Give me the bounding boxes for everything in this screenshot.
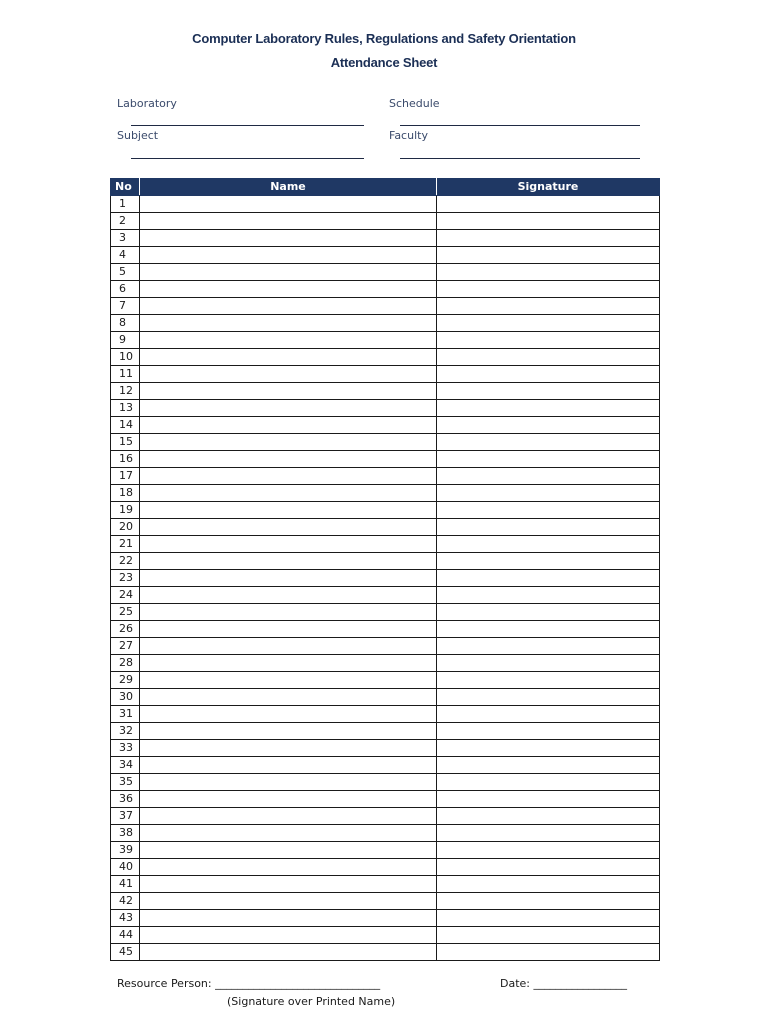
name-cell[interactable] <box>140 621 437 638</box>
table-row <box>111 230 660 247</box>
row-number: 42 <box>111 893 140 910</box>
table-row <box>111 791 660 808</box>
name-cell[interactable] <box>140 808 437 825</box>
signature-note: (Signature over Printed Name) <box>227 995 396 1008</box>
name-cell[interactable] <box>140 944 437 961</box>
row-number: 8 <box>111 315 140 332</box>
row-number: 25 <box>111 604 140 621</box>
row-number: 27 <box>111 638 140 655</box>
row-number: 35 <box>111 774 140 791</box>
signature-cell[interactable] <box>437 315 660 332</box>
row-number: 4 <box>111 247 140 264</box>
schedule-label: Schedule <box>389 97 440 110</box>
row-number: 2 <box>111 213 140 230</box>
row-number: 40 <box>111 859 140 876</box>
table-row <box>111 706 660 723</box>
table-row <box>111 638 660 655</box>
signature-cell[interactable] <box>437 808 660 825</box>
signature-cell[interactable] <box>437 417 660 434</box>
signature-cell[interactable] <box>437 264 660 281</box>
table-row <box>111 825 660 842</box>
schedule-line[interactable] <box>400 125 640 126</box>
table-row <box>111 570 660 587</box>
name-cell[interactable] <box>140 587 437 604</box>
signature-cell[interactable] <box>437 332 660 349</box>
signature-cell[interactable] <box>437 451 660 468</box>
row-number: 14 <box>111 417 140 434</box>
table-row <box>111 349 660 366</box>
row-number: 45 <box>111 944 140 961</box>
signature-cell[interactable] <box>437 196 660 213</box>
name-cell[interactable] <box>140 247 437 264</box>
name-cell[interactable] <box>140 689 437 706</box>
table-row <box>111 893 660 910</box>
table-row <box>111 808 660 825</box>
row-number: 34 <box>111 757 140 774</box>
row-number: 11 <box>111 366 140 383</box>
name-cell[interactable] <box>140 757 437 774</box>
faculty-line[interactable] <box>400 158 640 159</box>
table-row <box>111 621 660 638</box>
name-cell[interactable] <box>140 706 437 723</box>
name-cell[interactable] <box>140 740 437 757</box>
table-row <box>111 434 660 451</box>
table-row <box>111 213 660 230</box>
row-number: 16 <box>111 451 140 468</box>
signature-cell[interactable] <box>437 638 660 655</box>
row-number: 28 <box>111 655 140 672</box>
row-number: 22 <box>111 553 140 570</box>
name-cell[interactable] <box>140 213 437 230</box>
signature-cell[interactable] <box>437 944 660 961</box>
table-row <box>111 400 660 417</box>
table-row <box>111 417 660 434</box>
table-row <box>111 553 660 570</box>
signature-cell[interactable] <box>437 927 660 944</box>
table-row <box>111 944 660 961</box>
name-cell[interactable] <box>140 383 437 400</box>
row-number: 23 <box>111 570 140 587</box>
resource-person-field: Resource Person: ______________________________ <box>117 977 381 990</box>
row-number: 24 <box>111 587 140 604</box>
signature-cell[interactable] <box>437 604 660 621</box>
table-row <box>111 247 660 264</box>
signature-cell[interactable] <box>437 655 660 672</box>
name-cell[interactable] <box>140 774 437 791</box>
signature-cell[interactable] <box>437 672 660 689</box>
row-number: 44 <box>111 927 140 944</box>
signature-cell[interactable] <box>437 366 660 383</box>
name-cell[interactable] <box>140 876 437 893</box>
name-cell[interactable] <box>140 366 437 383</box>
signature-cell[interactable] <box>437 536 660 553</box>
name-cell[interactable] <box>140 791 437 808</box>
table-row <box>111 842 660 859</box>
row-number: 38 <box>111 825 140 842</box>
signature-cell[interactable] <box>437 587 660 604</box>
column-header-no: No <box>111 179 140 196</box>
table-row <box>111 332 660 349</box>
signature-cell[interactable] <box>437 213 660 230</box>
name-cell[interactable] <box>140 723 437 740</box>
name-cell[interactable] <box>140 553 437 570</box>
subject-label: Subject <box>117 129 159 142</box>
row-number: 13 <box>111 400 140 417</box>
row-number: 3 <box>111 230 140 247</box>
table-row <box>111 740 660 757</box>
row-number: 39 <box>111 842 140 859</box>
row-number: 33 <box>111 740 140 757</box>
name-cell[interactable] <box>140 468 437 485</box>
name-cell[interactable] <box>140 893 437 910</box>
signature-cell[interactable] <box>437 774 660 791</box>
name-cell[interactable] <box>140 638 437 655</box>
row-number: 43 <box>111 910 140 927</box>
table-row <box>111 264 660 281</box>
table-row <box>111 672 660 689</box>
table-header-row <box>111 179 660 196</box>
row-number: 29 <box>111 672 140 689</box>
name-cell[interactable] <box>140 451 437 468</box>
signature-cell[interactable] <box>437 434 660 451</box>
name-cell[interactable] <box>140 332 437 349</box>
signature-cell[interactable] <box>437 723 660 740</box>
name-cell[interactable] <box>140 825 437 842</box>
table-row <box>111 485 660 502</box>
name-cell[interactable] <box>140 196 437 213</box>
column-header-signature: Signature <box>437 179 660 196</box>
name-cell[interactable] <box>140 910 437 927</box>
name-cell[interactable] <box>140 281 437 298</box>
row-number: 5 <box>111 264 140 281</box>
name-cell[interactable] <box>140 570 437 587</box>
row-number: 32 <box>111 723 140 740</box>
signature-cell[interactable] <box>437 485 660 502</box>
table-row <box>111 519 660 536</box>
table-row <box>111 927 660 944</box>
table-row <box>111 774 660 791</box>
signature-cell[interactable] <box>437 400 660 417</box>
signature-cell[interactable] <box>437 791 660 808</box>
table-row <box>111 298 660 315</box>
row-number: 26 <box>111 621 140 638</box>
document-subtitle: Attendance Sheet <box>330 55 438 70</box>
row-number: 17 <box>111 468 140 485</box>
date-field: Date: _________________ <box>500 977 627 990</box>
signature-cell[interactable] <box>437 553 660 570</box>
table-row <box>111 468 660 485</box>
name-cell[interactable] <box>140 859 437 876</box>
table-row <box>111 196 660 213</box>
attendance-table <box>110 178 660 961</box>
table-row <box>111 587 660 604</box>
row-number: 15 <box>111 434 140 451</box>
signature-cell[interactable] <box>437 757 660 774</box>
name-cell[interactable] <box>140 400 437 417</box>
table-row <box>111 315 660 332</box>
name-cell[interactable] <box>140 417 437 434</box>
table-row <box>111 536 660 553</box>
name-cell[interactable] <box>140 655 437 672</box>
signature-cell[interactable] <box>437 247 660 264</box>
name-cell[interactable] <box>140 927 437 944</box>
name-cell[interactable] <box>140 842 437 859</box>
signature-cell[interactable] <box>437 502 660 519</box>
signature-cell[interactable] <box>437 230 660 247</box>
table-row <box>111 689 660 706</box>
row-number: 30 <box>111 689 140 706</box>
table-row <box>111 451 660 468</box>
signature-cell[interactable] <box>437 876 660 893</box>
table-row <box>111 876 660 893</box>
name-cell[interactable] <box>140 264 437 281</box>
name-cell[interactable] <box>140 349 437 366</box>
row-number: 1 <box>111 196 140 213</box>
name-cell[interactable] <box>140 485 437 502</box>
name-cell[interactable] <box>140 315 437 332</box>
signature-cell[interactable] <box>437 689 660 706</box>
row-number: 6 <box>111 281 140 298</box>
signature-cell[interactable] <box>437 349 660 366</box>
signature-cell[interactable] <box>437 621 660 638</box>
table-row <box>111 383 660 400</box>
signature-cell[interactable] <box>437 570 660 587</box>
signature-cell[interactable] <box>437 281 660 298</box>
table-row <box>111 502 660 519</box>
table-row <box>111 366 660 383</box>
subject-line[interactable] <box>131 158 364 159</box>
row-number: 19 <box>111 502 140 519</box>
row-number: 31 <box>111 706 140 723</box>
signature-cell[interactable] <box>437 383 660 400</box>
table-row <box>111 655 660 672</box>
faculty-label: Faculty <box>389 129 428 142</box>
row-number: 41 <box>111 876 140 893</box>
table-row <box>111 723 660 740</box>
signature-cell[interactable] <box>437 842 660 859</box>
table-row <box>111 604 660 621</box>
row-number: 18 <box>111 485 140 502</box>
row-number: 10 <box>111 349 140 366</box>
laboratory-line[interactable] <box>131 125 364 126</box>
name-cell[interactable] <box>140 536 437 553</box>
signature-cell[interactable] <box>437 468 660 485</box>
signature-cell[interactable] <box>437 519 660 536</box>
name-cell[interactable] <box>140 604 437 621</box>
signature-cell[interactable] <box>437 893 660 910</box>
name-cell[interactable] <box>140 434 437 451</box>
signature-cell[interactable] <box>437 740 660 757</box>
row-number: 20 <box>111 519 140 536</box>
table-row <box>111 757 660 774</box>
row-number: 37 <box>111 808 140 825</box>
row-number: 12 <box>111 383 140 400</box>
name-cell[interactable] <box>140 519 437 536</box>
document-title: Computer Laboratory Rules, Regulations and Safety Orientation <box>192 31 576 46</box>
name-cell[interactable] <box>140 672 437 689</box>
name-cell[interactable] <box>140 502 437 519</box>
name-cell[interactable] <box>140 230 437 247</box>
table-row <box>111 859 660 876</box>
row-number: 21 <box>111 536 140 553</box>
signature-cell[interactable] <box>437 910 660 927</box>
row-number: 36 <box>111 791 140 808</box>
row-number: 9 <box>111 332 140 349</box>
table-row <box>111 910 660 927</box>
signature-cell[interactable] <box>437 825 660 842</box>
column-header-name: Name <box>140 179 437 196</box>
signature-cell[interactable] <box>437 298 660 315</box>
name-cell[interactable] <box>140 298 437 315</box>
row-number: 7 <box>111 298 140 315</box>
laboratory-label: Laboratory <box>117 97 177 110</box>
signature-cell[interactable] <box>437 859 660 876</box>
signature-cell[interactable] <box>437 706 660 723</box>
table-row <box>111 281 660 298</box>
